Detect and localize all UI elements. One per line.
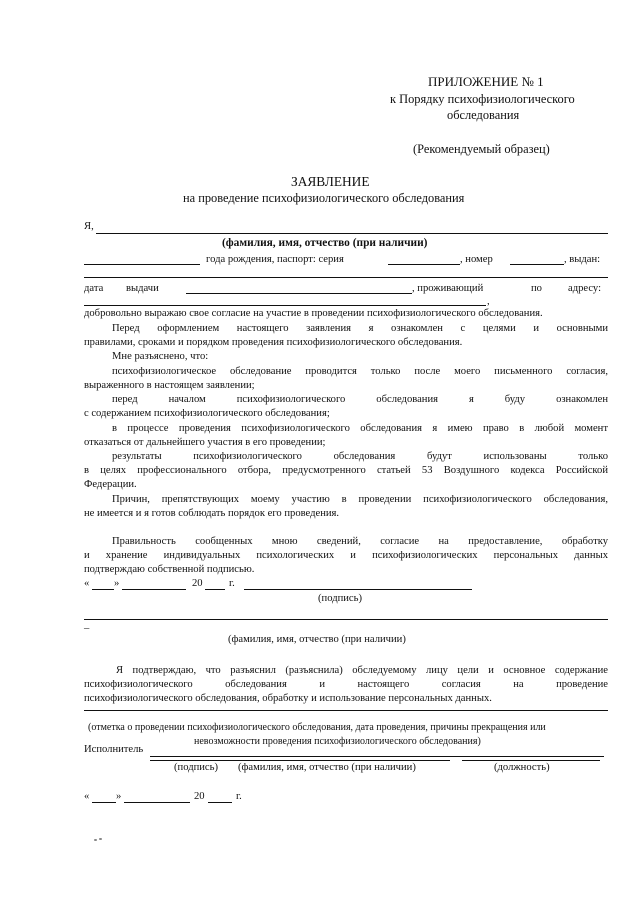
- paragraph-5-line1: в процессе проведения психофизиологического обследования я имею право в любой момент: [112, 423, 608, 434]
- date-issue-label-1: дата: [84, 283, 104, 294]
- note-line[interactable]: [84, 710, 608, 711]
- document-subtitle: на проведение психофизиологического обследования: [183, 191, 465, 205]
- note-caption-line1: (отметка о проведении психофизиологического обследования, дата проведения, причины прекращения или: [88, 722, 546, 733]
- date-quote-close: »: [114, 578, 120, 589]
- sample-note: (Рекомендуемый образец): [413, 142, 550, 156]
- executor-fio-caption: (фамилия, имя, отчество (при наличии): [238, 762, 416, 773]
- appendix-title: ПРИЛОЖЕНИЕ № 1: [428, 74, 544, 89]
- consent-text: добровольно выражаю свое согласие на участие в проведении психофизиологического обследования.: [84, 308, 543, 319]
- issued-label: , выдан:: [564, 254, 601, 265]
- fio-caption: (фамилия, имя, отчество (при наличии): [222, 237, 428, 249]
- date-quote-open: «: [84, 578, 90, 589]
- executor-signature-caption: (подпись): [174, 762, 218, 773]
- footer-year-line[interactable]: [208, 802, 232, 803]
- po-label: по: [531, 283, 542, 294]
- issued-by-line[interactable]: [84, 277, 608, 278]
- executor-label: Исполнитель: [84, 744, 144, 755]
- paragraph-4-line2: с содержанием психофизиологического обследования;: [84, 408, 330, 419]
- paragraph-6-line3: Федерации.: [84, 479, 137, 490]
- note-caption-line2: невозможности проведения психофизиологического обследования): [194, 736, 481, 747]
- fio-second-caption: (фамилия, имя, отчество (при наличии): [228, 634, 406, 645]
- date-day-line[interactable]: [92, 589, 114, 590]
- paragraph-2: Мне разъяснено, что:: [112, 351, 209, 362]
- fio-dash: –: [84, 623, 90, 634]
- footer-month-line[interactable]: [124, 802, 190, 803]
- scan-speck: [94, 839, 97, 841]
- ya-label: Я,: [84, 221, 94, 232]
- paragraph-3-line2: выраженного в настоящем заявлении;: [84, 380, 255, 391]
- date-issue-label-2: выдачи: [126, 283, 159, 294]
- paragraph-5-line2: отказаться от дальнейшего участия в его проведении;: [84, 437, 326, 448]
- footer-year-prefix: 20: [194, 791, 205, 802]
- address-label: адресу:: [568, 283, 602, 294]
- paragraph-4-line1: перед началом психофизиологического обследования я буду ознакомлен: [112, 394, 608, 405]
- scan-speck: [99, 838, 102, 840]
- fio-second-line[interactable]: [84, 619, 608, 620]
- date-issue-line[interactable]: [186, 293, 412, 294]
- signature-caption: (подпись): [318, 593, 362, 604]
- birth-year-line[interactable]: [84, 264, 200, 265]
- address-line[interactable]: [84, 305, 486, 306]
- passport-number-line[interactable]: [510, 264, 564, 265]
- paragraph-8-line2: и хранение индивидуальных психологических и психофизиологических персональных данных: [84, 550, 608, 561]
- document-title: ЗАЯВЛЕНИЕ: [291, 174, 370, 189]
- executor-position-line[interactable]: [462, 760, 600, 761]
- paragraph-6-line1: результаты психофизиологического обследования будут использованы только: [112, 451, 608, 462]
- paragraph-6-line2: в целях профессионального отбора, предусмотренного статьей 53 Воздушного кодекса Российской: [84, 465, 608, 476]
- paragraph-8-line1: Правильность сообщенных мною сведений, согласие на предоставление, обработку: [112, 536, 608, 547]
- date-month-line[interactable]: [122, 589, 186, 590]
- residing-label: , проживающий: [412, 283, 484, 294]
- signature-line[interactable]: [244, 589, 472, 590]
- footer-quote-close: »: [116, 791, 122, 802]
- paragraph-7-line1: Причин, препятствующих моему участию в проведении психофизиологического обследования,: [112, 494, 608, 505]
- appendix-reference-line2: обследования: [447, 108, 520, 122]
- confirm-line2: психофизиологического обследования и настоящего согласия на проведение: [84, 679, 608, 690]
- footer-quote-open: «: [84, 791, 90, 802]
- executor-position-caption: (должность): [494, 762, 550, 773]
- confirm-line3: психофизиологического обследования, обработку и использование персональных данных.: [84, 693, 492, 704]
- appendix-reference-line1: к Порядку психофизиологического: [390, 92, 575, 106]
- paragraph-8-line3: подтверждаю собственной подписью.: [84, 564, 255, 575]
- address-comma: ,: [487, 296, 490, 307]
- paragraph-1-line1: Перед оформлением настоящего заявления я ознакомлен с целями и основными: [112, 323, 608, 334]
- footer-day-line[interactable]: [92, 802, 116, 803]
- executor-signature-line[interactable]: [150, 760, 450, 761]
- confirm-line1: Я подтверждаю, что разъяснил (разъяснила) обследуемому лицу цели и основное содержание: [116, 665, 608, 676]
- birth-passport-label: года рождения, паспорт: серия: [206, 254, 344, 265]
- footer-year-suffix: г.: [236, 791, 242, 802]
- date-year-prefix: 20: [192, 578, 203, 589]
- paragraph-7-line2: не имеется и я готов соблюдать порядок его проведения.: [84, 508, 340, 519]
- fio-line[interactable]: [96, 233, 608, 234]
- paragraph-3-line1: психофизиологическое обследование проводится только после моего письменного согласия,: [112, 366, 608, 377]
- executor-line[interactable]: [150, 756, 604, 757]
- date-year-suffix: г.: [229, 578, 235, 589]
- date-year-line[interactable]: [205, 589, 225, 590]
- passport-number-label: , номер: [460, 254, 493, 265]
- passport-series-line[interactable]: [388, 264, 460, 265]
- paragraph-1-line2: правилами, сроками и порядком проведения психофизиологического обследования.: [84, 337, 463, 348]
